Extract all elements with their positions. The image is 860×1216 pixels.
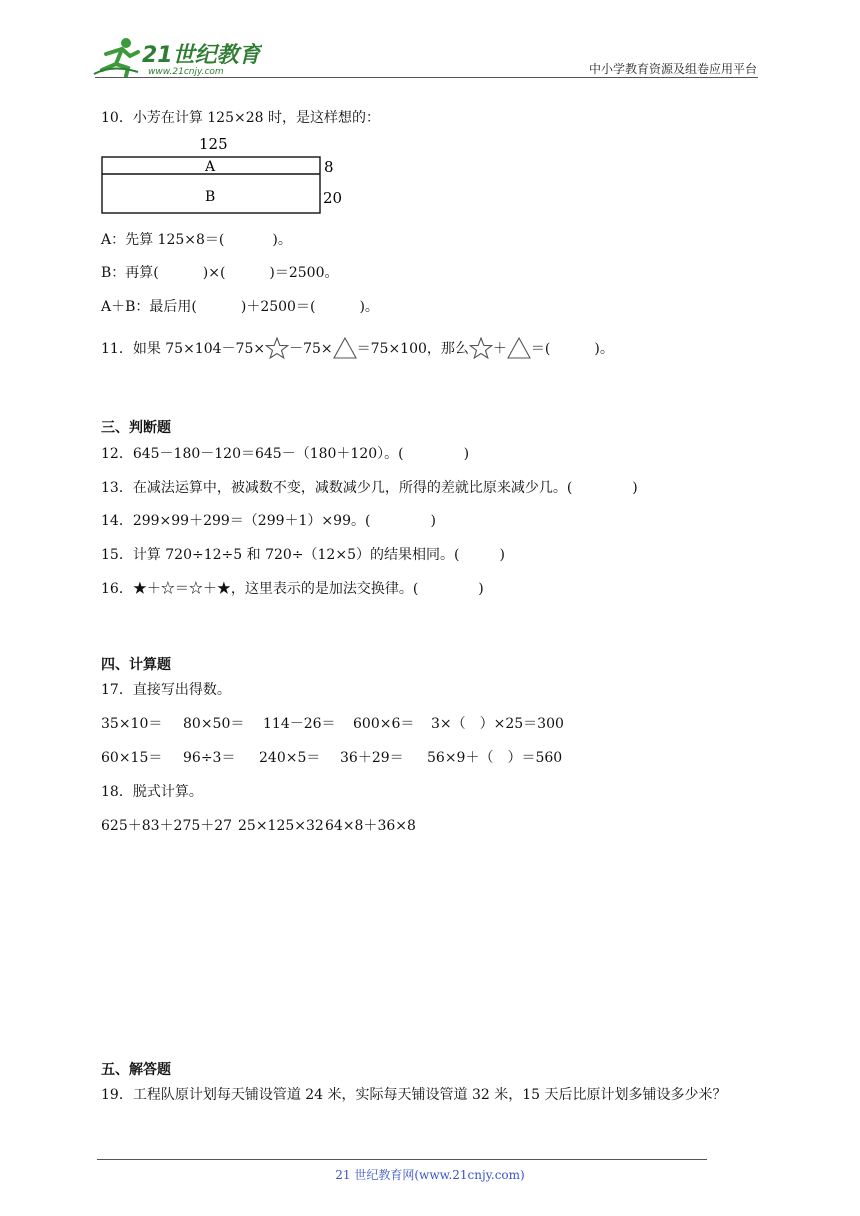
q14-close: ) (430, 513, 436, 529)
q11-line (101, 337, 614, 364)
step-calc-item: 25×125×32 (238, 818, 324, 834)
q10-line-ab (101, 298, 379, 316)
q14-text: 14．299×99＋299＝（299＋1）×99。( (101, 513, 371, 529)
step-calc-item: 64×8＋36×8 (325, 818, 416, 834)
q16-text: 16．★＋☆＝☆＋★，这里表示的是加法交换律。( (101, 581, 419, 597)
q10-line-ab-mid: )＋2500＝( (240, 299, 316, 315)
q10-intro: 10．小芳在计算 125×28 时，是这样想的： (101, 110, 380, 126)
q15-line (101, 546, 505, 564)
q11-part6: )。 (594, 341, 614, 357)
q11-part3: ＝75×100，那么 (356, 341, 469, 357)
runner-logo-icon (92, 34, 262, 78)
q10-line-ab-suffix: )。 (359, 299, 379, 315)
site-logo (92, 34, 262, 78)
section-5-title: 五、解答题 (101, 1062, 171, 1078)
oral-calc-item: 35×10＝ (101, 716, 163, 732)
q16-line (101, 580, 484, 598)
q18-intro: 18．脱式计算。 (101, 784, 203, 800)
oral-calc-item: 3×（ ）×25＝300 (431, 716, 564, 732)
section-4-title: 四、计算题 (101, 657, 171, 673)
q11-part2: －75× (289, 341, 333, 357)
q13-close: ) (632, 480, 638, 496)
logo-url: www.21cnjy.com (148, 67, 224, 77)
diagram-label-a: A (205, 159, 216, 175)
footer-link[interactable]: 21 世纪教育网(www.21cnjy.com) (335, 1168, 525, 1182)
q11-part4: ＋ (492, 341, 507, 357)
q10-line-b-suffix: )＝2500。 (269, 265, 339, 281)
q10-rectangle-diagram (101, 136, 361, 218)
triangle-outline-icon (333, 337, 357, 364)
q12-text: 12．645－180－120＝645－（180＋120）。( (101, 446, 404, 462)
diagram-top-label: 125 (199, 136, 228, 153)
header-divider (95, 77, 758, 78)
footer-divider (97, 1159, 707, 1160)
logo-text: 21世纪教育 (142, 43, 261, 68)
q13-text: 13．在减法运算中，被减数不变，减数减少几，所得的差就比原来减少几。( (101, 480, 573, 496)
diagram-side-b: 20 (323, 189, 343, 207)
q10-line-a-suffix: )。 (272, 232, 292, 248)
star-outline-icon (469, 337, 493, 364)
q10-line-ab-prefix: A＋B：最后用( (101, 299, 197, 315)
oral-calc-item: 56×9＋（ ）＝560 (427, 750, 563, 766)
q12-line (101, 445, 469, 463)
step-calc-item: 625＋83＋275＋27 (101, 818, 233, 834)
q17-intro: 17．直接写出得数。 (101, 682, 231, 698)
q11-part5: ＝( (530, 341, 551, 357)
oral-calc-item: 240×5＝ (259, 750, 321, 766)
oral-calc-item: 114－26＝ (263, 716, 336, 732)
section-3-title: 三、判断题 (101, 420, 171, 436)
oral-calc-item: 60×15＝ (101, 750, 163, 766)
diagram-label-b: B (205, 189, 216, 205)
q14-line (101, 512, 436, 530)
q10-line-a (101, 231, 292, 249)
q11-part1: 11．如果 75×104－75× (101, 341, 266, 357)
oral-calc-item: 36＋29＝ (340, 750, 404, 766)
site-tag: 中小学教育资源及组卷应用平台 (588, 62, 757, 76)
star-outline-icon (265, 337, 289, 364)
q15-close: ) (499, 547, 505, 563)
q10-line-b-prefix: B：再算( (101, 265, 159, 281)
q15-text: 15．计算 720÷12÷5 和 720÷（12×5）的结果相同。( (101, 547, 460, 563)
q10-line-b-mid: )×( (202, 265, 226, 281)
q12-close: ) (463, 446, 470, 462)
q10-line-a-prefix: A：先算 125×8＝( (101, 232, 225, 248)
oral-calc-item: 600×6＝ (353, 716, 415, 732)
oral-calc-item: 80×50＝ (183, 716, 245, 732)
q10-line-b (101, 264, 339, 282)
triangle-outline-icon (507, 337, 531, 364)
diagram-side-a: 8 (324, 158, 334, 176)
q19-text: 19．工程队原计划每天铺设管道 24 米，实际每天铺设管道 32 米，15 天后比原计划多铺设多少米？ (101, 1087, 727, 1103)
q16-close: ) (478, 581, 484, 597)
q13-line (101, 479, 638, 497)
oral-calc-item: 96÷3＝ (183, 750, 236, 766)
